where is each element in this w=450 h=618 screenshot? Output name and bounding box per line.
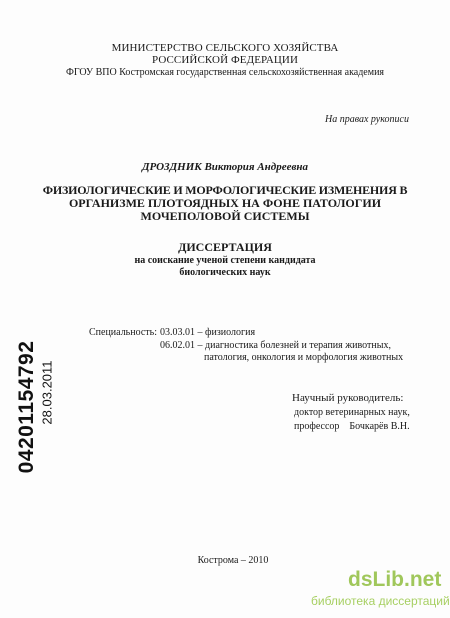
supervisor-name: профессор Бочкарёв В.Н.	[294, 421, 410, 432]
ministry-line-2: РОССИЙСКОЙ ФЕДЕРАЦИИ	[151, 54, 299, 66]
watermark-logo: dsLib.net	[348, 568, 442, 591]
side-stamp-number: 04201154792	[15, 340, 38, 474]
ministry-line-1: МИНИСТЕРСТВО СЕЛЬСКОГО ХОЗЯЙСТВА	[111, 42, 339, 54]
watermark-subtitle: библиотека диссертаций	[311, 594, 450, 608]
specialty-code-2-cont: патология, онкология и морфология животных	[204, 352, 404, 363]
title-line-3: МОЧЕПОЛОВОЙ СИСТЕМЫ	[140, 209, 310, 223]
title-line-1: ФИЗИОЛОГИЧЕСКИЕ И МОРФОЛОГИЧЕСКИЕ ИЗМЕНЕНИЯ В	[42, 183, 408, 197]
rights-note: На правах рукописи	[325, 114, 409, 125]
side-stamp-date: 28.03.2011	[39, 360, 55, 425]
degree-line-1: на соискание ученой степени кандидата	[134, 255, 316, 266]
title-line-2: ОРГАНИЗМЕ ПЛОТОЯДНЫХ НА ФОНЕ ПАТОЛОГИИ	[68, 196, 382, 210]
city-year: Кострома – 2010	[197, 555, 269, 566]
specialty-code-1: 03.03.01 – физиология	[160, 327, 256, 338]
supervisor-label: Научный руководитель:	[292, 392, 404, 404]
degree-heading: ДИССЕРТАЦИЯ	[178, 240, 272, 254]
supervisor-degree: доктор ветеринарных наук,	[294, 407, 410, 418]
author-name: ДРОЗДНИК Виктория Андреевна	[142, 161, 308, 173]
specialty-code-2: 06.02.01 – диагностика болезней и терапия животных,	[160, 340, 391, 351]
academy-name: ФГОУ ВПО Костромская государственная сельскохозяйственная академия	[65, 67, 385, 78]
degree-line-2: биологических наук	[179, 267, 271, 278]
specialty-label: Специальность:	[89, 327, 157, 338]
